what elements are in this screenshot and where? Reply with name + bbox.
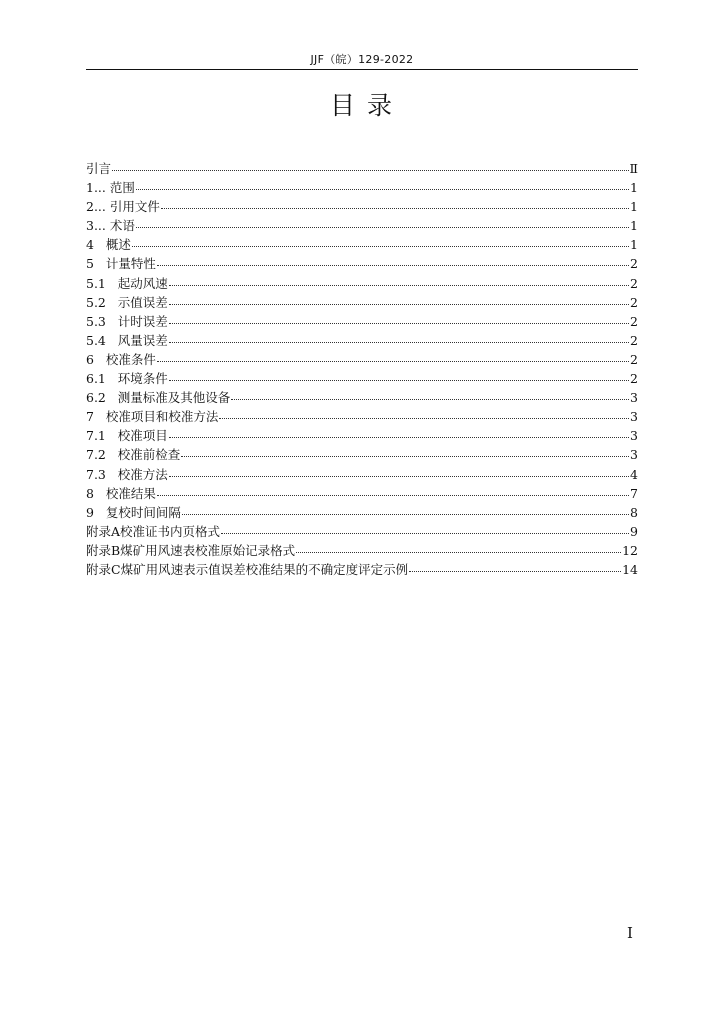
toc-entry[interactable] bbox=[86, 159, 638, 178]
toc-entry-page: 3 bbox=[630, 409, 638, 425]
toc-dot-leader bbox=[181, 456, 629, 457]
toc-entry-label: 引言 bbox=[86, 161, 112, 176]
toc-entry[interactable] bbox=[86, 254, 638, 273]
toc-entry[interactable] bbox=[86, 541, 638, 560]
toc-entry-label: 8 校准结果 bbox=[86, 485, 156, 501]
page-number: I bbox=[627, 924, 633, 942]
toc-entry[interactable] bbox=[86, 503, 638, 522]
document-code-header: JJF（皖）129-2022 bbox=[310, 53, 414, 66]
toc-dot-leader bbox=[169, 285, 629, 286]
toc-entry-page: 2 bbox=[630, 294, 638, 310]
toc-dot-leader bbox=[161, 208, 629, 209]
toc-entry-page: Ⅱ bbox=[629, 161, 638, 176]
toc-entry-label: 附录C煤矿用风速表示值误差校准结果的不确定度评定示例 bbox=[86, 561, 409, 577]
toc-entry-label: 6.1 环境条件 bbox=[86, 371, 168, 387]
toc-entry-label: 7 校准项目和校准方法 bbox=[86, 409, 219, 425]
toc-entry-page: 8 bbox=[630, 504, 638, 520]
toc-entry-page: 3 bbox=[630, 447, 638, 463]
toc-entry[interactable] bbox=[86, 293, 638, 312]
toc-entry-label: 7.1 校准项目 bbox=[86, 428, 168, 444]
toc-entry[interactable] bbox=[86, 235, 638, 254]
toc-entry-label: 7.2 校准前检查 bbox=[86, 447, 181, 463]
toc-entry[interactable] bbox=[86, 445, 638, 464]
toc-entry-label: 3... 术语 bbox=[86, 218, 135, 234]
toc-entry-label: 7.3 校准方法 bbox=[86, 466, 168, 482]
toc-entry[interactable] bbox=[86, 484, 638, 503]
toc-entry-page: 2 bbox=[630, 332, 638, 348]
toc-entry-page: 12 bbox=[622, 542, 638, 558]
toc-entry[interactable] bbox=[86, 522, 638, 541]
toc-dot-leader bbox=[169, 304, 629, 305]
toc-entry[interactable] bbox=[86, 178, 638, 197]
toc-entry-label: 1... 范围 bbox=[86, 180, 135, 196]
toc-entry[interactable] bbox=[86, 465, 638, 484]
toc-dot-leader bbox=[221, 533, 629, 534]
toc-dot-leader bbox=[169, 342, 629, 343]
page-title: 目 录 bbox=[330, 91, 394, 120]
toc-entry-page: 2 bbox=[630, 256, 638, 272]
toc-entry-label: 9 复校时间间隔 bbox=[86, 504, 181, 520]
toc-entry-label: 6.2 测量标准及其他设备 bbox=[86, 390, 231, 406]
toc-entry-label: 5.1 起动风速 bbox=[86, 275, 168, 291]
toc-entry[interactable] bbox=[86, 369, 638, 388]
toc-entry-page: 2 bbox=[630, 275, 638, 291]
toc-dot-leader bbox=[136, 189, 629, 190]
toc-entry-label: 5.3 计时误差 bbox=[86, 313, 168, 329]
toc-entry-page: 4 bbox=[630, 466, 638, 482]
toc-entry[interactable] bbox=[86, 331, 638, 350]
toc-entry-label: 附录B煤矿用风速表校准原始记录格式 bbox=[86, 542, 296, 558]
toc-entry-label: 附录A校准证书内页格式 bbox=[86, 523, 221, 539]
toc-entry[interactable] bbox=[86, 426, 638, 445]
toc-entry[interactable] bbox=[86, 274, 638, 293]
toc-entry-page: 2 bbox=[630, 313, 638, 329]
toc-dot-leader bbox=[132, 246, 629, 247]
toc-dot-leader bbox=[157, 495, 629, 496]
header-rule bbox=[86, 69, 638, 70]
toc-entry-label: 4 概述 bbox=[86, 237, 131, 253]
toc-dot-leader bbox=[169, 323, 629, 324]
toc-entry-page: 9 bbox=[630, 523, 638, 539]
toc-entry-label: 5.2 示值误差 bbox=[86, 294, 168, 310]
toc-entry-page: 7 bbox=[630, 485, 638, 501]
toc-dot-leader bbox=[169, 476, 629, 477]
toc-entry-page: 3 bbox=[630, 428, 638, 444]
toc-entry-label: 5.4 风量误差 bbox=[86, 332, 168, 348]
toc-dot-leader bbox=[231, 399, 629, 400]
toc-entry-page: 2 bbox=[630, 371, 638, 387]
toc-entry[interactable] bbox=[86, 350, 638, 369]
toc-entry[interactable] bbox=[86, 216, 638, 235]
toc-entry-page: 14 bbox=[622, 561, 638, 577]
toc-dot-leader bbox=[296, 552, 621, 553]
toc-entry[interactable] bbox=[86, 560, 638, 579]
toc-entry-page: 1 bbox=[630, 218, 638, 234]
toc-dot-leader bbox=[169, 380, 629, 381]
table-of-contents bbox=[86, 159, 638, 579]
toc-entry-page: 2 bbox=[630, 351, 638, 367]
toc-dot-leader bbox=[219, 418, 629, 419]
toc-entry[interactable] bbox=[86, 197, 638, 216]
toc-entry-page: 1 bbox=[630, 199, 638, 215]
toc-entry[interactable] bbox=[86, 312, 638, 331]
toc-entry-page: 3 bbox=[630, 390, 638, 406]
toc-dot-leader bbox=[182, 514, 629, 515]
toc-entry[interactable] bbox=[86, 388, 638, 407]
toc-entry-label: 5 计量特性 bbox=[86, 256, 156, 272]
toc-dot-leader bbox=[157, 265, 629, 266]
toc-dot-leader bbox=[157, 361, 629, 362]
toc-dot-leader bbox=[136, 227, 629, 228]
toc-entry-page: 1 bbox=[630, 237, 638, 253]
toc-entry-page: 1 bbox=[630, 180, 638, 196]
toc-entry-label: 6 校准条件 bbox=[86, 351, 156, 367]
toc-dot-leader bbox=[409, 571, 621, 572]
toc-entry[interactable] bbox=[86, 407, 638, 426]
toc-entry-label: 2... 引用文件 bbox=[86, 199, 160, 215]
toc-dot-leader bbox=[112, 170, 628, 171]
toc-dot-leader bbox=[169, 437, 629, 438]
